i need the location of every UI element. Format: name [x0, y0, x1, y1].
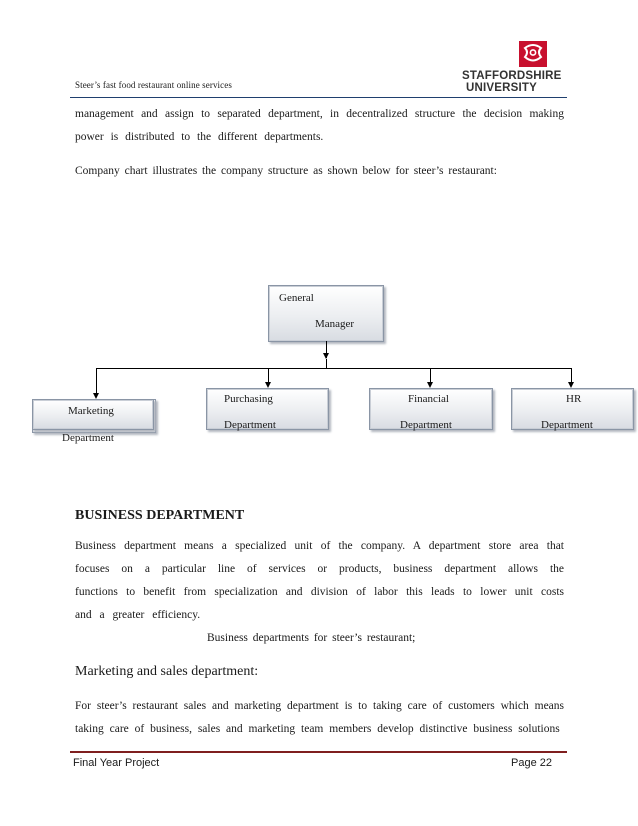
org-box-label: Department: [400, 419, 452, 431]
footer-divider: [70, 751, 567, 753]
org-box-label: Department: [224, 419, 276, 431]
org-box-label: Department: [541, 419, 593, 431]
org-box-financial: [369, 388, 493, 430]
running-header: Steer’s fast food restaurant online services: [75, 80, 232, 90]
logo-text-line1: STAFFORDSHIRE: [462, 70, 562, 82]
paragraph-decentralized: management and assign to separated department, in decentralized structure the decision making power is distributed to the different departments.: [75, 108, 564, 143]
crest-icon: [518, 40, 548, 68]
org-box-label: General: [279, 292, 314, 304]
connector-line: [571, 368, 572, 383]
page-number: Page 22: [511, 757, 552, 769]
connector-line: [96, 368, 97, 394]
logo-text-line2: UNIVERSITY: [466, 82, 538, 94]
org-box-marketing: [32, 399, 154, 444]
connector-line: [268, 368, 269, 383]
connector-line: [430, 368, 431, 383]
caption: Business departments for steer’s restaurant;: [207, 632, 416, 644]
org-box-label: Manager: [315, 318, 355, 330]
org-box-general-manager: [268, 285, 384, 342]
header-divider: [70, 97, 567, 98]
org-box-label: Purchasing: [224, 393, 273, 405]
university-logo: [462, 40, 564, 98]
paragraph-marketing-sales: For steer’s restaurant sales and marketing department is to taking care of customers which means taking care of business, sales and marketing team members develop distinctive business solutions: [75, 700, 564, 735]
org-box-purchasing: [206, 388, 329, 430]
org-box-label: Financial: [408, 393, 449, 405]
connector-line: [96, 368, 572, 369]
paragraph-chart-intro: Company chart illustrates the company structure as shown below for steer’s restaurant:: [75, 165, 497, 177]
org-box-label: Marketing: [68, 405, 114, 417]
subheading: Marketing and sales department:: [75, 664, 259, 679]
section-heading: BUSINESS DEPARTMENT: [75, 508, 245, 523]
org-box-label: HR: [566, 393, 582, 405]
paragraph-business-department: Business department means a specialized unit of the company. A department store area that focuses on a particular line of services or products, business department allows the functions to benefit from specialization and division of labor this leads to lower unit costs and a greater efficiency.: [75, 540, 564, 621]
org-box-label: Department: [62, 432, 114, 444]
footer-left-text: Final Year Project: [73, 757, 160, 769]
org-box-hr: [511, 388, 634, 430]
